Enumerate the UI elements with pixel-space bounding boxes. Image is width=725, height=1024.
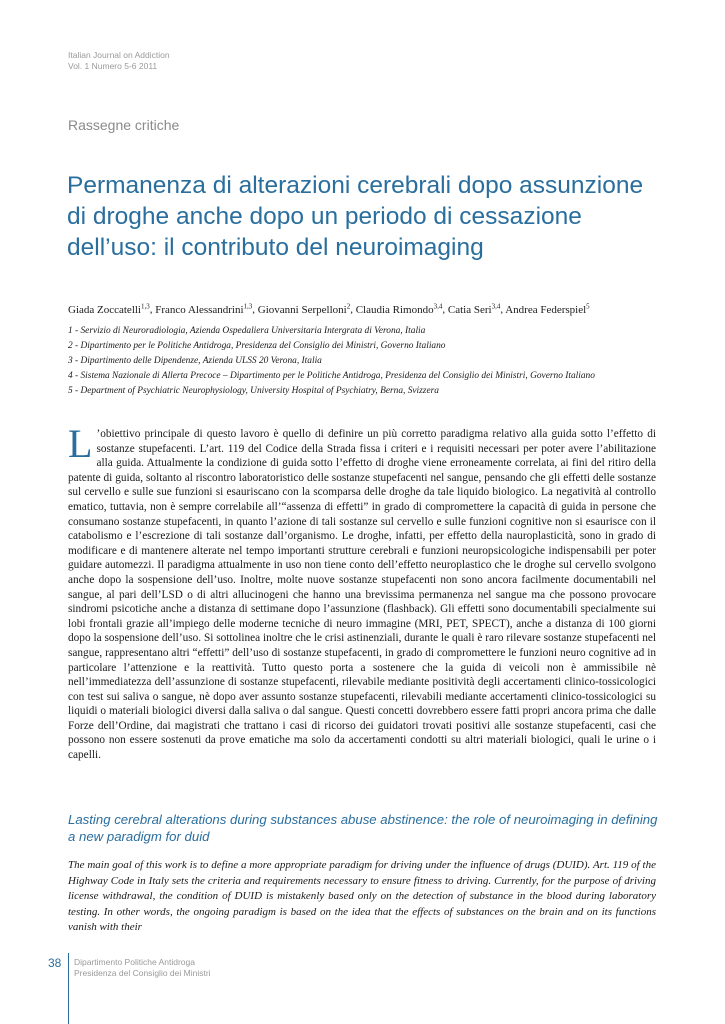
- author: Catia Seri$^{3,4}$: [447, 302, 501, 316]
- affiliation-list: [68, 324, 688, 399]
- author: Giovanni Serpelloni$^2$: [257, 302, 351, 316]
- running-header: [68, 50, 170, 72]
- footer-publisher: [74, 957, 211, 979]
- footer-rule: [68, 953, 69, 1024]
- author: Claudia Rimondo$^{3,4}$: [355, 302, 443, 316]
- article-title: Permanenza di alterazioni cerebrali dopo assunzione di droghe anche dopo un periodo di cessazione dell’uso: il contributo del neuroimaging: [67, 172, 644, 261]
- footer-line: Presidenza del Consiglio dei Ministri: [74, 968, 211, 978]
- author-list: Giada Zoccatelli$^{1,3}$, Franco Alessandrini$^{1,3}$, Giovanni Serpelloni$^2$, Claudia Rimondo$^{3,4}$, Catia Seri$^{3,4}$, Andrea Federspiel$^5$: [68, 302, 590, 316]
- affiliation: 4 - Sistema Nazionale di Allerta Precoce – Dipartimento per le Politiche Antidroga, Presidenza del Consiglio dei Ministri, Governo Italiano: [68, 371, 595, 381]
- affiliation: 5 - Department of Psychiatric Neurophysiology, University Hospital of Psychiatry, Berna, Svizzera: [68, 386, 439, 396]
- footer-line: Dipartimento Politiche Antidroga: [74, 957, 195, 967]
- affiliation: 1 - Servizio di Neuroradiologia, Azienda Ospedaliera Universitaria Intergrata di Verona, Italia: [68, 326, 426, 336]
- journal-volume: Vol. 1 Numero 5-6 2011: [68, 61, 158, 71]
- section-label: Rassegne critiche: [68, 117, 180, 133]
- drop-cap: L: [68, 421, 93, 466]
- page-number: 38: [48, 956, 62, 970]
- abstract-english: The main goal of this work is to define a more appropriate paradigm for driving under the influence of drugs (DUID). Art. 119 of the Highway Code in Italy sets the criteria and requirements necessary to ensure fitness to driving. Currently, for the purpose of driving license withdrawal, the condition of DUID is mistakenly based only on the detection of substance in the blood during laboratory testing. In other words, the ongoing paradigm is based on the idea that the effects of substances on the brain and on its functions vanish with their: [68, 859, 656, 934]
- english-title: Lasting cerebral alterations during substances abuse abstinence: the role of neuroimaging in defining a new paradigm for duid: [68, 812, 658, 844]
- author: Franco Alessandrini$^{1,3}$: [155, 302, 253, 316]
- author: Andrea Federspiel$^5$: [505, 302, 590, 316]
- journal-name: Italian Journal on Addiction: [68, 50, 170, 60]
- affiliation: 3 - Dipartimento delle Dipendenze, Azienda ULSS 20 Verona, Italia: [68, 356, 322, 366]
- affiliation: 2 - Dipartimento per le Politiche Antidroga, Presidenza del Consiglio dei Ministri, Governo Italiano: [68, 341, 446, 351]
- abstract-italian: [68, 421, 656, 763]
- author: Giada Zoccatelli$^{1,3}$: [68, 302, 150, 316]
- body-paragraph: ’obiettivo principale di questo lavoro è quello di definire un più corretto paradigma relativo alla guida sotto l’effetto di sostanze stupefacenti. L’art. 119 del Codice della Strada fissa i criteri e i requisiti necessari per poter avere l’abilitazione alla guida. Attualmente la condizione di guida sotto l’effetto di droghe viene erroneamente correlata, ai fini del ritiro della patente di guida, soltanto al riscontro laboratoristico delle sostanze stupefacenti nel sangue, pensando che gli effetti delle sostanze sul cervello e sulle sue funzioni si esauriscano con la scomparsa delle droghe da tale liquido biologico. La negatività al controllo ematico, tuttavia, non è sempre correlabile all’“assenza di effetti” in grado di compromettere la capacità di guida in persone che consumano sostanze stupefacenti, in quanto l’azione di tali sostanze sul cervello e sulle funzioni cognitive non si esaurisce con il catabolismo e l’escrezione di tali sostanze dall’organismo. Le droghe, infatti, per effetto della nauroplasticità, sono in grado di modificare e di mantenere alterate nel tempo importanti strutture cerebrali e funzioni neuropsicologiche indispensabili per poter guidare automezzi. Il paradigma attualmente in uso non tiene conto dell’effetto neuroplastico che le droghe sul cervello svolgono anche dopo la sospensione dell’uso. Inoltre, molte nuove sostanze stupefacenti non sono ancora facilmente documentabili nel sangue, al pari dell’LSD o di altri allucinogeni che hanno una brevissima permanenza nel sangue ma che possono provocare sindromi psicotiche anche a distanza di settimane dopo l’assunzione (flashback). Gli effetti sono documentabili specialmente sui lobi frontali grazie all’impiego delle moderne tecniche di neuro immagine (MRI, PET, SPECT), anche a distanza di 100 giorni dopo la sospensione dell’uso. Si sottolinea inoltre che le crisi astinenziali, durante le quali è raro rilevare sostanze stupefacenti nel sangue, rappresentano altri “effetti” dell’uso di sostanze stupefacenti, in grado di compromettere le funzioni neuro cognitive ad in particolare l’attenzione e la reattività. Tutto questo porta a sostenere che la guida di veicoli non è ammissibile nè nell’immediatezza dell’assunzione di sostanze stupefacenti, rilevabile mediante positività degli accertamenti clinico-tossicologici con test sui saliva o sangue, nè dopo aver assunto sostanze stupefacenti, rilevabili mediante accertamenti clinico-tossicologici su liquidi o materiali biologici diversi dalla saliva o dal sangue. Questi concetti dovrebbero essere fatti propri ancora prima che dalle Forze dell’Ordine, dai magistrati che trattano i casi di ricorso dei guidatori trovati positivi alle sostanze stupefacenti, casi che possono non essere sostenuti da prove ematiche ma solo da accertamenti condotti su altri materiali biologici, quali le urine o i capelli.: [68, 428, 656, 762]
